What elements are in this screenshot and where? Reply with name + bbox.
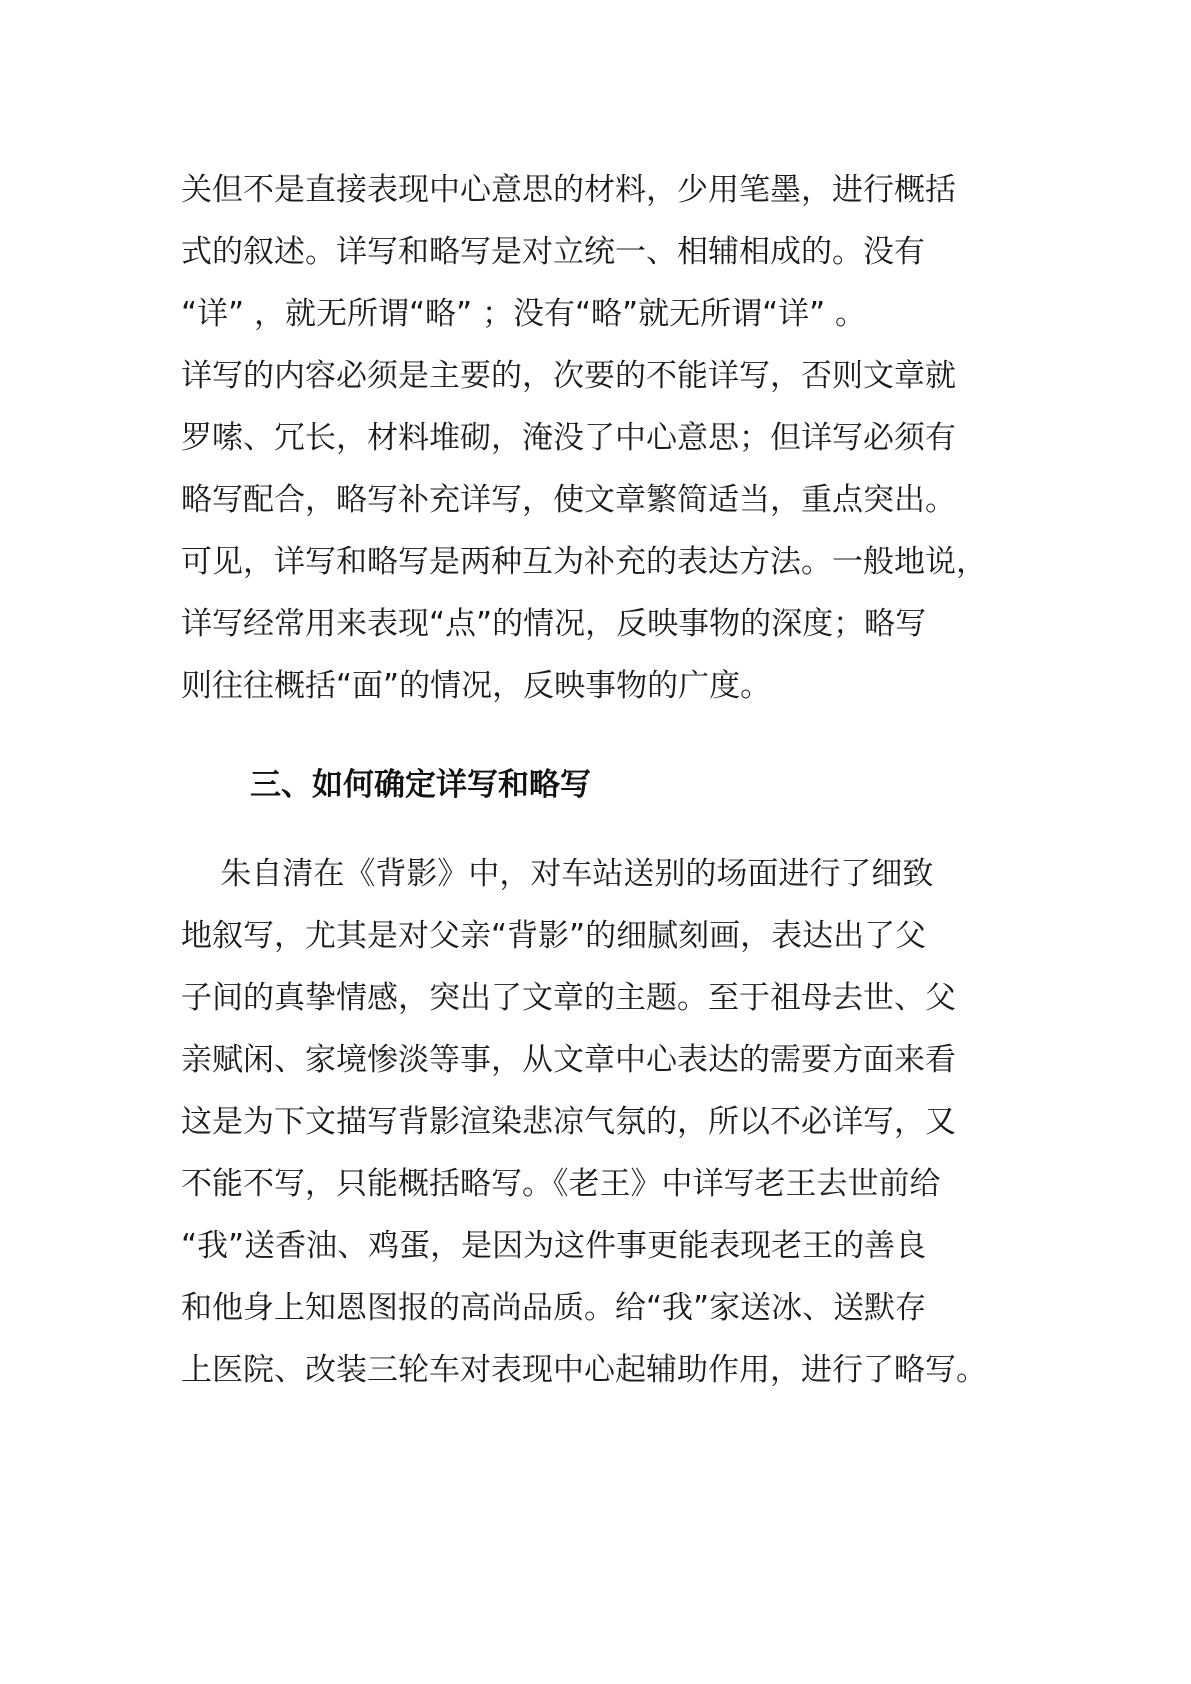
paragraph-line: 可见，详写和略写是两种互为补充的表达方法。一般地说， [181,544,987,580]
paragraph-line: 罗嗦、冗长，材料堆砌，淹没了中心意思；但详写必须有 [181,420,956,456]
paragraph-line: 地叙写，尤其是对父亲“背影”的细腻刻画，表达出了父 [181,918,927,954]
paragraph-line: 式的叙述。详写和略写是对立统一、相辅相成的。没有 [181,234,925,270]
paragraph-line: 则往往概括“面”的情况，反映事物的广度。 [181,668,772,704]
paragraph-line: “我”送香油、鸡蛋，是因为这件事更能表现老王的善良 [181,1228,927,1264]
paragraph-line: 上医院、改装三轮车对表现中心起辅助作用，进行了略写。 [181,1352,987,1388]
paragraph-line: 关但不是直接表现中心意思的材料，少用笔墨，进行概括 [181,172,956,208]
paragraph-line: 朱自清在《背影》中，对车站送别的场面进行了细致 [181,856,934,892]
section-heading: 三、如何确定详写和略写 [250,767,591,803]
paragraph-line: 不能不写，只能概括略写。《老王》中详写老王去世前给 [181,1166,941,1202]
paragraph-line: 和他身上知恩图报的高尚品质。给“我”家送冰、送默存 [181,1290,927,1326]
paragraph-examples [181,843,1031,1401]
paragraph-line: 子间的真挚情感，突出了文章的主题。至于祖母去世、父 [181,980,956,1016]
paragraph-line: 详写经常用来表现“点”的情况，反映事物的深度；略写 [181,606,927,642]
paragraph-line: 详写的内容必须是主要的，次要的不能详写，否则文章就 [181,358,956,394]
paragraph-detail-vs-brief [181,159,1031,717]
paragraph-line: 亲赋闲、家境惨淡等事，从文章中心表达的需要方面来看 [181,1042,956,1078]
paragraph-line: “详” ，就无所谓“略” ；没有“略”就无所谓“详” 。 [181,296,867,332]
paragraph-line: 略写配合，略写补充详写，使文章繁简适当，重点突出。 [181,482,956,518]
paragraph-line: 这是为下文描写背影渲染悲凉气氛的，所以不必详写，又 [181,1104,956,1140]
